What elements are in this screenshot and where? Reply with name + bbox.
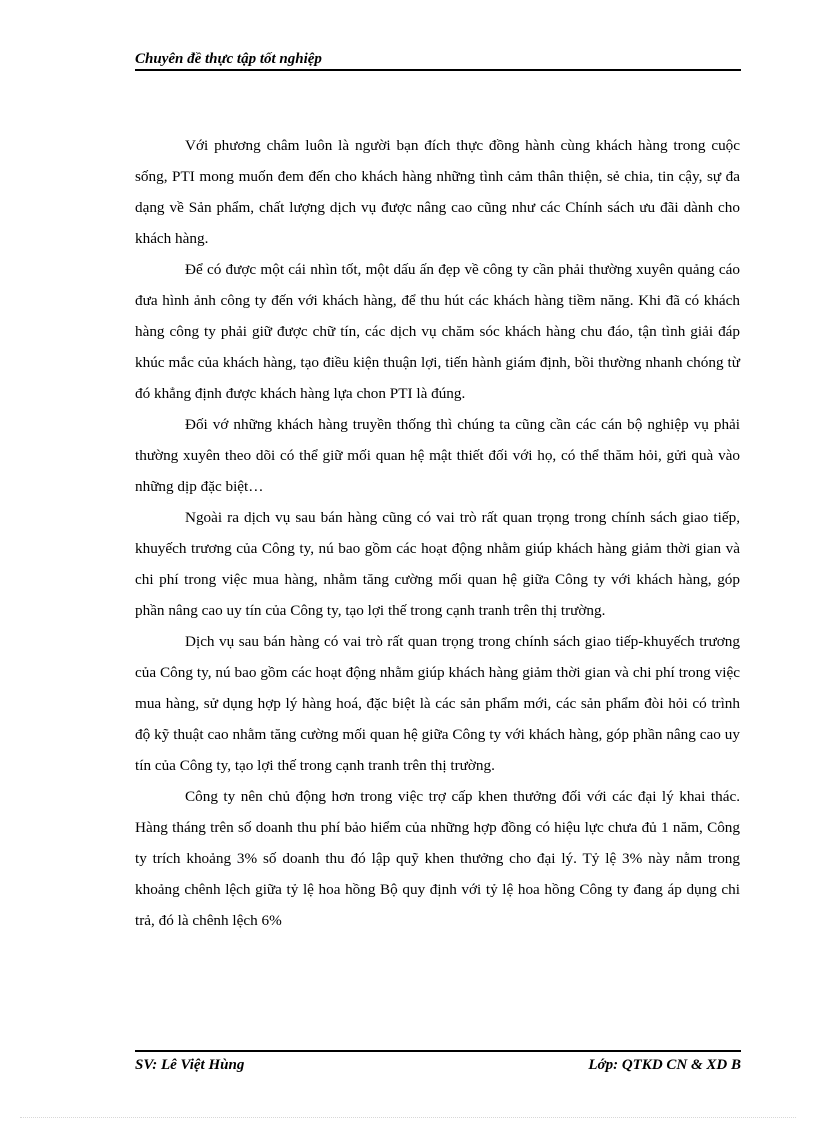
paragraph: Ngoài ra dịch vụ sau bán hàng cũng có vai trò rất quan trọng trong chính sách giao tiếp, khuyếch trương của Công ty, nú bao gồm các hoạt động nhằm giúp khách hàng giảm thời gian và chi phí trong việc mua hàng, nhằm tăng cường mối quan hệ giữa Công ty với khách hàng, góp phần nâng cao uy tín của Công ty, tạo lợi thế trong cạnh tranh trên thị trường. (135, 509, 740, 619)
footer-divider (135, 1050, 741, 1052)
paragraph: Dịch vụ sau bán hàng có vai trò rất quan trọng trong chính sách giao tiếp-khuyếch trương của Công ty, nú bao gồm các hoạt động nhằm giúp khách hàng giảm thời gian và chi phí trong việc mua hàng, sử dụng hợp lý hàng hoá, đặc biệt là các sản phẩm mới, các sản phẩm đòi hỏi có trình độ kỹ thuật cao nhằm tăng cường mối quan hệ giữa Công ty với khách hàng, góp phần nâng cao uy tín của Công ty, tạo lợi thế trong cạnh tranh trên thị trường. (135, 633, 740, 774)
document-title: Chuyên đề thực tập tốt nghiệp (135, 51, 322, 67)
student-name: SV: Lê Việt Hùng (135, 1057, 245, 1073)
header-divider (135, 69, 741, 71)
paragraph: Với phương châm luôn là người bạn đích thực đồng hành cùng khách hàng trong cuộc sống, PTI mong muốn đem đến cho khách hàng những tình cảm thân thiện, sẻ chia, tin cậy, sự đa dạng về Sản phẩm, chất lượng dịch vụ được nâng cao cũng như các Chính sách ưu đãi dành cho khách hàng. (135, 137, 740, 247)
body-text (135, 130, 740, 936)
paragraph: Để có được một cái nhìn tốt, một dấu ấn đẹp về công ty cần phải thường xuyên quảng cáo đưa hình ảnh công ty đến với khách hàng, để thu hút các khách hàng tiềm năng. Khi đã có khách hàng công ty phải giữ được chữ tín, các dịch vụ chăm sóc khách hàng chu đáo, tận tình giải đáp khúc mắc của khách hàng, tạo điều kiện thuận lợi, tiến hành giám định, bồi thường nhanh chóng từ đó khẳng định được khách hàng lựa chon PTI là đúng. (135, 261, 740, 402)
page-header (135, 50, 741, 70)
paragraph: Công ty nên chủ động hơn trong việc trợ cấp khen thưởng đối với các đại lý khai thác. Hàng tháng trên số doanh thu phí bảo hiểm của những hợp đồng có hiệu lực chưa đủ 1 năm, Công ty trích khoảng 3% số doanh thu đó lập quỹ khen thưởng cho đại lý. Tỷ lệ 3% này nằm trong khoảng chênh lệch giữa tỷ lệ hoa hồng Bộ quy định với tỷ lệ hoa hồng Công ty đang áp dụng chi trả, đó là chênh lệch 6% (135, 788, 740, 929)
class-name: Lớp: QTKD CN & XD B (588, 1057, 741, 1073)
page-footer (135, 1056, 741, 1076)
page-edge-divider (20, 1117, 796, 1118)
paragraph: Đối vớ những khách hàng truyền thống thì chúng ta cũng cần các cán bộ nghiệp vụ phải thường xuyên theo dõi có thể giữ mối quan hệ mật thiết đối với họ, có thể thăm hỏi, gửi quà vào những dịp đặc biệt… (135, 416, 740, 495)
